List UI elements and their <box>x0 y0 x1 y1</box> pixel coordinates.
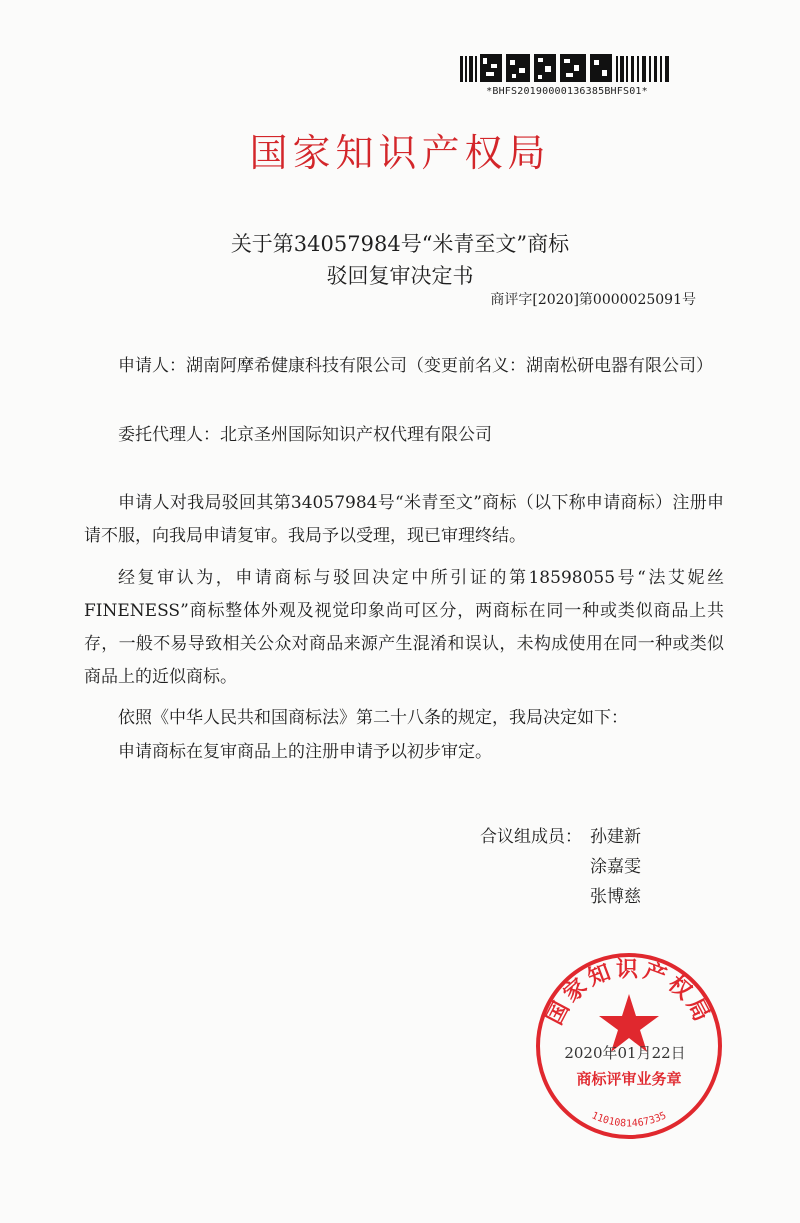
seal-outer-text: 国家知识产权局 <box>542 957 716 1030</box>
body-paragraph-3: 依照《中华人民共和国商标法》第二十八条的规定，我局决定如下： <box>118 708 628 728</box>
barcode-number: *BHFS20190000136385BHFS01* <box>486 86 648 97</box>
seal-number: 1101081467335 <box>589 1110 669 1130</box>
agency-header: 国家知识产权局 <box>249 131 551 175</box>
svg-text:1101081467335 <box>590 1110 668 1129</box>
body-paragraph-1: 申请人对我局驳回其第34057984号“米青至文”商标（以下称申请商标）注册申请不服，向我局申请复审。我局予以受理，现已审理终结。 <box>84 493 724 546</box>
applicant-line: 申请人：湖南阿摩希健康科技有限公司（变更前名义：湖南松研电器有限公司） <box>118 356 713 376</box>
panel-member: 涂嘉雯 <box>590 857 641 877</box>
barcode-image <box>460 50 672 85</box>
seal-inner-text: 商标评审业务章 <box>576 1070 682 1088</box>
body-paragraph-2: 经复审认为，申请商标与驳回决定中所引证的第18598055号“法艾妮丝FINENESS”商标整体外观及视觉印象尚可区分，两商标在同一种或类似商品上共存，一般不易导致相关公众对商品来源产生混淆和误认，未构成使用在同一种或类似商品上的近似商标。 <box>84 568 724 687</box>
document-number: 商评字[2020]第0000025091号 <box>490 292 696 308</box>
agent-line: 委托代理人：北京圣州国际知识产权代理有限公司 <box>118 425 492 445</box>
decision-date: 2020年01月22日 <box>564 1044 686 1062</box>
body-paragraph-4: 申请商标在复审商品上的注册申请予以初步审定。 <box>118 742 492 762</box>
panel-member: 孙建新 <box>590 827 641 847</box>
panel-members-label: 合议组成员： <box>480 827 582 847</box>
document-title-line1: 关于第34057984号“米青至文”商标 <box>230 232 570 256</box>
document-title-line2: 驳回复审决定书 <box>326 264 474 288</box>
panel-member: 张博慈 <box>590 887 641 907</box>
